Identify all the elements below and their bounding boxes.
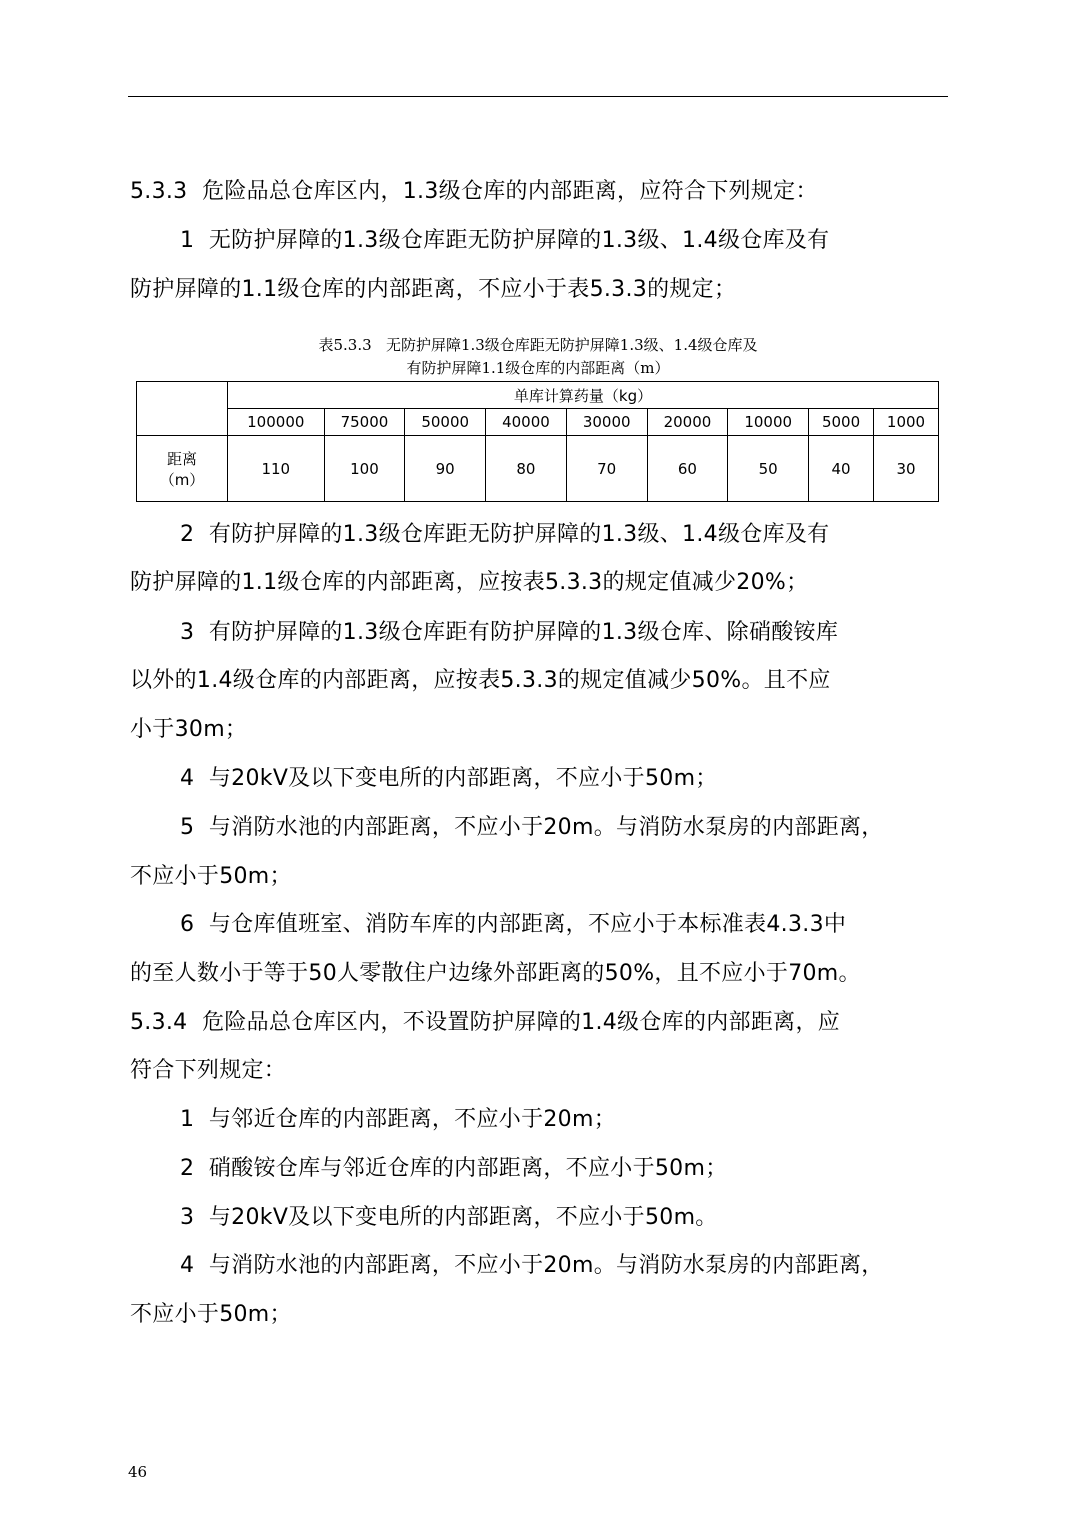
table-cell: 40: [809, 436, 874, 502]
table-row-label: [137, 436, 228, 502]
section-534-heading-line2: 符合下列规定：: [130, 1058, 287, 1083]
table-group-header: 单库计算药量（kg）: [228, 382, 939, 409]
table-cell: 30: [874, 436, 939, 502]
item-533-6-line1: 6 与仓库值班室、消防车库的内部距离，不应小于本标准表4.3.3中: [180, 912, 847, 937]
table-col-header: 100000: [228, 409, 325, 436]
item-533-3-line3: 小于30m；: [130, 717, 248, 742]
item-533-5-line1: 5 与消防水池的内部距离，不应小于20m。与消防水泵房的内部距离，: [180, 815, 884, 840]
item-534-1: 1 与邻近仓库的内部距离，不应小于20m；: [180, 1107, 617, 1132]
section-534-heading-line1: 5.3.4 危险品总仓库区内，不设置防护屏障的1.4级仓库的内部距离，应: [130, 1010, 841, 1035]
table-cell: 60: [647, 436, 728, 502]
row-label-line1: 距离: [166, 449, 197, 468]
page-number: 46: [128, 1463, 148, 1481]
item-534-3: 3 与20kV及以下变电所的内部距离，不应小于50m。: [180, 1205, 718, 1230]
table-col-header: 30000: [566, 409, 647, 436]
item-533-1-line1: 1 无防护屏障的1.3级仓库距无防护屏障的1.3级、1.4级仓库及有: [180, 228, 830, 253]
row-label-line2: （m）: [159, 470, 205, 489]
item-533-1-line2: 防护屏障的1.1级仓库的内部距离，不应小于表5.3.3的规定；: [130, 277, 737, 302]
table-cell: 90: [405, 436, 486, 502]
table-col-header: 5000: [809, 409, 874, 436]
item-533-4: 4 与20kV及以下变电所的内部距离，不应小于50m；: [180, 766, 718, 791]
table-caption-line1: 表5.3.3 无防护屏障1.3级仓库距无防护屏障1.3级、1.4级仓库及: [318, 336, 758, 354]
table-col-header: 50000: [405, 409, 486, 436]
item-533-2-line2: 防护屏障的1.1级仓库的内部距离，应按表5.3.3的规定值减少20%；: [130, 570, 809, 595]
table-col-header: 1000: [874, 409, 939, 436]
table-row: [137, 436, 939, 502]
table-col-header: 10000: [728, 409, 809, 436]
table-cell: 110: [228, 436, 325, 502]
table-corner-cell: [137, 382, 228, 436]
item-533-2-line1: 2 有防护屏障的1.3级仓库距无防护屏障的1.3级、1.4级仓库及有: [180, 522, 830, 547]
item-534-4-line2: 不应小于50m；: [130, 1302, 292, 1327]
header-rule: [128, 96, 948, 97]
table-col-header: 40000: [486, 409, 567, 436]
table-cell: 50: [728, 436, 809, 502]
item-534-4-line1: 4 与消防水池的内部距离，不应小于20m。与消防水泵房的内部距离，: [180, 1253, 884, 1278]
item-533-3-line1: 3 有防护屏障的1.3级仓库距有防护屏障的1.3级仓库、除硝酸铵库: [180, 620, 839, 645]
table-caption-line2: 有防护屏障1.1级仓库的内部距离（m）: [406, 359, 670, 377]
section-533-heading: 5.3.3 危险品总仓库区内，1.3级仓库的内部距离，应符合下列规定：: [130, 179, 818, 204]
table-cell: 100: [324, 436, 405, 502]
item-533-3-line2: 以外的1.4级仓库的内部距离，应按表5.3.3的规定值减少50%。且不应: [130, 668, 831, 693]
table-cell: 80: [486, 436, 567, 502]
table-col-header: 75000: [324, 409, 405, 436]
item-533-6-line2: 的至人数小于等于50人零散住户边缘外部距离的50%，且不应小于70m。: [130, 961, 861, 986]
table-header-row: [137, 409, 939, 436]
item-534-2: 2 硝酸铵仓库与邻近仓库的内部距离，不应小于50m；: [180, 1156, 728, 1181]
distance-table: [136, 381, 939, 502]
table-cell: 70: [566, 436, 647, 502]
item-533-5-line2: 不应小于50m；: [130, 864, 292, 889]
table-col-header: 20000: [647, 409, 728, 436]
